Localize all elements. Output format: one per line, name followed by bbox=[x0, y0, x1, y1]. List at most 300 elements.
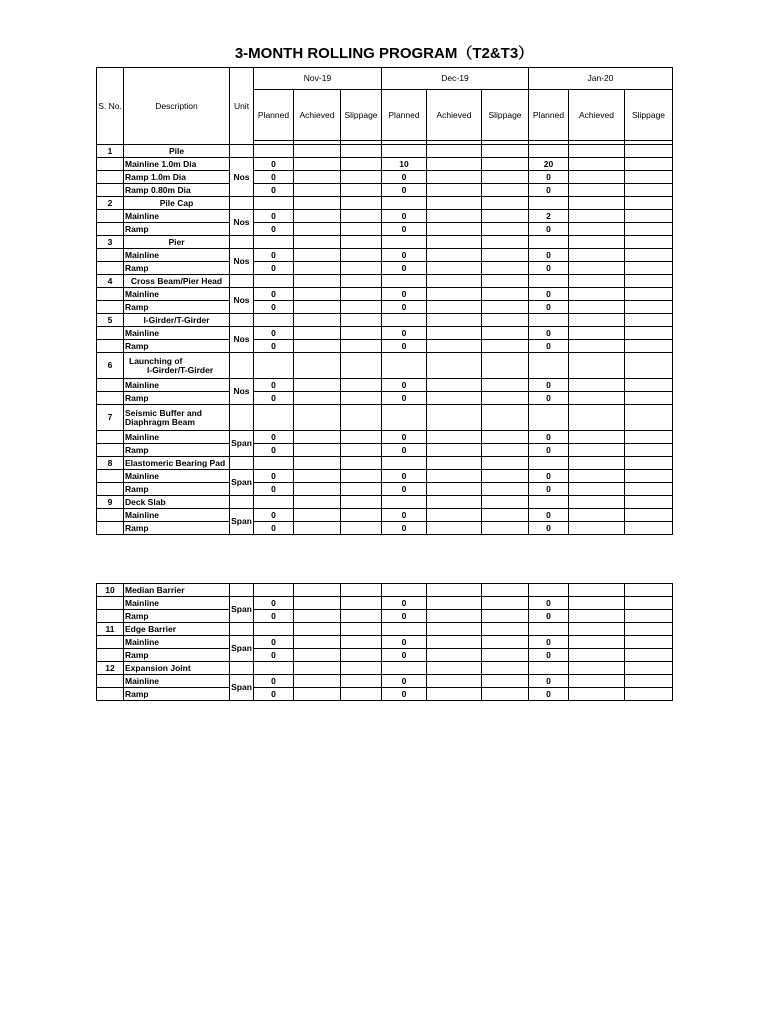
item-description: Ramp bbox=[124, 262, 230, 275]
unit-cell: Span bbox=[230, 431, 254, 457]
group-description: Edge Barrier bbox=[124, 623, 230, 636]
planned-value: 0 bbox=[382, 327, 427, 340]
slippage-cell bbox=[482, 171, 529, 184]
empty-cell bbox=[254, 662, 294, 675]
empty-cell bbox=[230, 197, 254, 210]
planned-value: 0 bbox=[254, 431, 294, 444]
item-description: Mainline bbox=[124, 210, 230, 223]
empty-cell bbox=[230, 405, 254, 431]
planned-value: 0 bbox=[382, 509, 427, 522]
empty-cell bbox=[294, 496, 341, 509]
item-row bbox=[97, 223, 673, 236]
achieved-cell bbox=[427, 210, 482, 223]
empty-cell bbox=[230, 584, 254, 597]
empty-cell bbox=[529, 314, 569, 327]
group-row bbox=[97, 496, 673, 509]
planned-value: 0 bbox=[254, 688, 294, 701]
slippage-cell bbox=[482, 649, 529, 662]
slippage-cell bbox=[341, 483, 382, 496]
empty-cell bbox=[254, 197, 294, 210]
planned-value: 0 bbox=[254, 392, 294, 405]
sno-cell: 9 bbox=[97, 496, 124, 509]
slippage-cell bbox=[625, 210, 673, 223]
group-description: Elastomeric Bearing Pad bbox=[124, 457, 230, 470]
item-description: Ramp 0.80m Dia bbox=[124, 184, 230, 197]
empty-cell bbox=[382, 662, 427, 675]
empty-cell bbox=[382, 314, 427, 327]
empty-cell bbox=[97, 379, 124, 392]
achieved-cell bbox=[294, 688, 341, 701]
empty-cell bbox=[230, 623, 254, 636]
sno-cell: 10 bbox=[97, 584, 124, 597]
achieved-cell bbox=[294, 675, 341, 688]
slippage-cell bbox=[482, 610, 529, 623]
slippage-cell bbox=[482, 301, 529, 314]
achieved-cell bbox=[294, 288, 341, 301]
item-row bbox=[97, 522, 673, 535]
achieved-cell bbox=[294, 210, 341, 223]
item-description: Mainline bbox=[124, 379, 230, 392]
planned-value: 0 bbox=[254, 158, 294, 171]
planned-value: 0 bbox=[529, 483, 569, 496]
empty-cell bbox=[294, 314, 341, 327]
planned-value: 0 bbox=[382, 636, 427, 649]
empty-cell bbox=[341, 496, 382, 509]
group-row bbox=[97, 275, 673, 288]
empty-cell bbox=[294, 405, 341, 431]
item-description: Ramp bbox=[124, 392, 230, 405]
achieved-cell bbox=[427, 522, 482, 535]
planned-value: 0 bbox=[529, 249, 569, 262]
empty-cell bbox=[482, 197, 529, 210]
achieved-cell bbox=[427, 636, 482, 649]
planned-value: 0 bbox=[529, 262, 569, 275]
planned-value: 0 bbox=[382, 522, 427, 535]
achieved-cell bbox=[569, 158, 625, 171]
empty-cell bbox=[254, 496, 294, 509]
slippage-cell bbox=[625, 649, 673, 662]
unit-cell: Nos bbox=[230, 158, 254, 197]
planned-value: 0 bbox=[382, 610, 427, 623]
slippage-cell bbox=[482, 392, 529, 405]
empty-cell bbox=[529, 623, 569, 636]
achieved-cell bbox=[569, 431, 625, 444]
slippage-cell bbox=[341, 649, 382, 662]
achieved-cell bbox=[427, 171, 482, 184]
slippage-cell bbox=[341, 184, 382, 197]
achieved-cell bbox=[294, 262, 341, 275]
item-description: Ramp bbox=[124, 688, 230, 701]
empty-cell bbox=[529, 197, 569, 210]
slippage-cell bbox=[341, 688, 382, 701]
empty-cell bbox=[254, 405, 294, 431]
planned-value: 0 bbox=[382, 210, 427, 223]
planned-value: 2 bbox=[529, 210, 569, 223]
planned-value: 0 bbox=[529, 444, 569, 457]
empty-cell bbox=[230, 236, 254, 249]
slippage-cell bbox=[625, 522, 673, 535]
empty-cell bbox=[341, 353, 382, 379]
item-row bbox=[97, 509, 673, 522]
empty-cell bbox=[341, 145, 382, 158]
slippage-cell bbox=[341, 210, 382, 223]
empty-cell bbox=[97, 509, 124, 522]
description-line: Diaphragm Beam bbox=[125, 416, 195, 427]
empty-cell bbox=[254, 236, 294, 249]
planned-value: 10 bbox=[382, 158, 427, 171]
empty-cell bbox=[341, 623, 382, 636]
empty-cell bbox=[569, 457, 625, 470]
group-description: Pile bbox=[124, 145, 230, 158]
group-row bbox=[97, 145, 673, 158]
slippage-cell bbox=[341, 522, 382, 535]
description-line: I-Girder/T-Girder bbox=[147, 364, 214, 375]
slippage-cell bbox=[482, 444, 529, 457]
planned-value: 0 bbox=[254, 649, 294, 662]
header-unit: Unit bbox=[230, 68, 254, 145]
empty-cell bbox=[482, 584, 529, 597]
empty-cell bbox=[341, 405, 382, 431]
empty-cell bbox=[569, 496, 625, 509]
achieved-cell bbox=[427, 509, 482, 522]
slippage-cell bbox=[482, 483, 529, 496]
slippage-cell bbox=[482, 262, 529, 275]
group-row bbox=[97, 457, 673, 470]
achieved-cell bbox=[569, 509, 625, 522]
item-row bbox=[97, 649, 673, 662]
empty-cell bbox=[569, 662, 625, 675]
header-month: Jan-20 bbox=[529, 68, 673, 90]
empty-cell bbox=[529, 496, 569, 509]
item-description: Ramp 1.0m Dia bbox=[124, 171, 230, 184]
planned-value: 0 bbox=[529, 392, 569, 405]
empty-cell bbox=[294, 353, 341, 379]
achieved-cell bbox=[427, 223, 482, 236]
empty-cell bbox=[569, 145, 625, 158]
slippage-cell bbox=[341, 171, 382, 184]
empty-cell bbox=[625, 623, 673, 636]
unit-cell: Nos bbox=[230, 379, 254, 405]
empty-cell bbox=[382, 623, 427, 636]
slippage-cell bbox=[625, 636, 673, 649]
achieved-cell bbox=[294, 597, 341, 610]
empty-cell bbox=[341, 457, 382, 470]
achieved-cell bbox=[569, 301, 625, 314]
sno-cell: 6 bbox=[97, 353, 124, 379]
item-row bbox=[97, 688, 673, 701]
empty-cell bbox=[294, 662, 341, 675]
item-row bbox=[97, 340, 673, 353]
achieved-cell bbox=[569, 392, 625, 405]
item-description: Mainline bbox=[124, 470, 230, 483]
item-description: Mainline bbox=[124, 431, 230, 444]
group-description: Median Barrier bbox=[124, 584, 230, 597]
item-description: Ramp bbox=[124, 340, 230, 353]
slippage-cell bbox=[341, 610, 382, 623]
empty-cell bbox=[341, 314, 382, 327]
empty-cell bbox=[482, 353, 529, 379]
slippage-cell bbox=[482, 249, 529, 262]
empty-cell bbox=[341, 236, 382, 249]
slippage-cell bbox=[482, 636, 529, 649]
empty-cell bbox=[382, 405, 427, 431]
empty-cell bbox=[294, 145, 341, 158]
slippage-cell bbox=[625, 483, 673, 496]
empty-cell bbox=[294, 275, 341, 288]
empty-cell bbox=[482, 145, 529, 158]
header-planned: Planned bbox=[254, 90, 294, 141]
group-row bbox=[97, 236, 673, 249]
header-planned: Planned bbox=[529, 90, 569, 141]
item-row bbox=[97, 392, 673, 405]
empty-cell bbox=[427, 145, 482, 158]
slippage-cell bbox=[625, 597, 673, 610]
empty-cell bbox=[482, 314, 529, 327]
empty-cell bbox=[427, 236, 482, 249]
empty-cell bbox=[625, 314, 673, 327]
slippage-cell bbox=[341, 675, 382, 688]
slippage-cell bbox=[625, 327, 673, 340]
planned-value: 0 bbox=[254, 327, 294, 340]
unit-cell: Span bbox=[230, 470, 254, 496]
sno-cell: 11 bbox=[97, 623, 124, 636]
achieved-cell bbox=[427, 470, 482, 483]
achieved-cell bbox=[294, 223, 341, 236]
empty-cell bbox=[97, 301, 124, 314]
empty-cell bbox=[294, 236, 341, 249]
achieved-cell bbox=[569, 597, 625, 610]
slippage-cell bbox=[482, 597, 529, 610]
item-description: Mainline bbox=[124, 327, 230, 340]
empty-cell bbox=[97, 431, 124, 444]
slippage-cell bbox=[341, 340, 382, 353]
empty-cell bbox=[97, 249, 124, 262]
empty-cell bbox=[569, 584, 625, 597]
slippage-cell bbox=[625, 688, 673, 701]
empty-cell bbox=[427, 405, 482, 431]
empty-cell bbox=[482, 236, 529, 249]
achieved-cell bbox=[294, 340, 341, 353]
planned-value: 0 bbox=[382, 288, 427, 301]
achieved-cell bbox=[294, 509, 341, 522]
item-row bbox=[97, 610, 673, 623]
slippage-cell bbox=[482, 522, 529, 535]
empty-cell bbox=[254, 353, 294, 379]
planned-value: 0 bbox=[254, 249, 294, 262]
empty-cell bbox=[294, 457, 341, 470]
empty-cell bbox=[482, 496, 529, 509]
empty-cell bbox=[294, 623, 341, 636]
achieved-cell bbox=[294, 158, 341, 171]
group-description: Expansion Joint bbox=[124, 662, 230, 675]
planned-value: 0 bbox=[529, 379, 569, 392]
planned-value: 0 bbox=[382, 688, 427, 701]
achieved-cell bbox=[569, 249, 625, 262]
planned-value: 0 bbox=[529, 288, 569, 301]
unit-cell: Span bbox=[230, 636, 254, 662]
item-row bbox=[97, 483, 673, 496]
item-row bbox=[97, 470, 673, 483]
slippage-cell bbox=[482, 288, 529, 301]
slippage-cell bbox=[625, 470, 673, 483]
slippage-cell bbox=[482, 210, 529, 223]
achieved-cell bbox=[569, 184, 625, 197]
slippage-cell bbox=[625, 158, 673, 171]
achieved-cell bbox=[294, 184, 341, 197]
empty-cell bbox=[625, 662, 673, 675]
item-row bbox=[97, 444, 673, 457]
achieved-cell bbox=[294, 636, 341, 649]
empty-cell bbox=[427, 623, 482, 636]
slippage-cell bbox=[482, 327, 529, 340]
slippage-cell bbox=[341, 262, 382, 275]
achieved-cell bbox=[427, 301, 482, 314]
empty-cell bbox=[482, 623, 529, 636]
planned-value: 0 bbox=[529, 301, 569, 314]
planned-value: 0 bbox=[254, 171, 294, 184]
item-row bbox=[97, 675, 673, 688]
empty-cell bbox=[97, 184, 124, 197]
slippage-cell bbox=[341, 636, 382, 649]
slippage-cell bbox=[625, 610, 673, 623]
empty-cell bbox=[569, 623, 625, 636]
empty-cell bbox=[97, 262, 124, 275]
unit-cell: Nos bbox=[230, 249, 254, 275]
slippage-cell bbox=[341, 288, 382, 301]
empty-cell bbox=[97, 223, 124, 236]
achieved-cell bbox=[569, 688, 625, 701]
empty-cell bbox=[482, 405, 529, 431]
item-description: Ramp bbox=[124, 610, 230, 623]
item-description: Ramp bbox=[124, 649, 230, 662]
planned-value: 0 bbox=[382, 262, 427, 275]
planned-value: 0 bbox=[254, 340, 294, 353]
slippage-cell bbox=[341, 392, 382, 405]
empty-cell bbox=[341, 197, 382, 210]
achieved-cell bbox=[569, 675, 625, 688]
planned-value: 0 bbox=[529, 431, 569, 444]
empty-cell bbox=[427, 662, 482, 675]
achieved-cell bbox=[569, 210, 625, 223]
slippage-cell bbox=[482, 431, 529, 444]
achieved-cell bbox=[569, 649, 625, 662]
achieved-cell bbox=[569, 483, 625, 496]
empty-cell bbox=[230, 275, 254, 288]
achieved-cell bbox=[427, 249, 482, 262]
empty-cell bbox=[625, 405, 673, 431]
empty-cell bbox=[97, 522, 124, 535]
achieved-cell bbox=[427, 327, 482, 340]
item-row bbox=[97, 431, 673, 444]
planned-value: 0 bbox=[382, 597, 427, 610]
planned-value: 0 bbox=[382, 249, 427, 262]
empty-cell bbox=[529, 353, 569, 379]
header-planned: Planned bbox=[382, 90, 427, 141]
item-row bbox=[97, 210, 673, 223]
planned-value: 0 bbox=[382, 483, 427, 496]
planned-value: 0 bbox=[529, 223, 569, 236]
achieved-cell bbox=[427, 158, 482, 171]
sno-cell: 4 bbox=[97, 275, 124, 288]
item-row bbox=[97, 301, 673, 314]
empty-cell bbox=[230, 353, 254, 379]
empty-cell bbox=[529, 662, 569, 675]
empty-cell bbox=[97, 597, 124, 610]
planned-value: 0 bbox=[254, 223, 294, 236]
planned-value: 0 bbox=[254, 288, 294, 301]
planned-value: 0 bbox=[254, 210, 294, 223]
group-description: Pier bbox=[124, 236, 230, 249]
planned-value: 0 bbox=[529, 610, 569, 623]
planned-value: 0 bbox=[382, 444, 427, 457]
slippage-cell bbox=[625, 392, 673, 405]
slippage-cell bbox=[482, 184, 529, 197]
group-description bbox=[124, 405, 230, 431]
empty-cell bbox=[97, 636, 124, 649]
slippage-cell bbox=[341, 509, 382, 522]
slippage-cell bbox=[625, 379, 673, 392]
empty-cell bbox=[625, 236, 673, 249]
achieved-cell bbox=[427, 392, 482, 405]
empty-cell bbox=[230, 314, 254, 327]
empty-cell bbox=[625, 584, 673, 597]
empty-cell bbox=[569, 353, 625, 379]
empty-cell bbox=[254, 584, 294, 597]
planned-value: 0 bbox=[382, 379, 427, 392]
item-row bbox=[97, 636, 673, 649]
empty-cell bbox=[427, 457, 482, 470]
empty-cell bbox=[427, 275, 482, 288]
item-description: Mainline bbox=[124, 288, 230, 301]
slippage-cell bbox=[625, 509, 673, 522]
planned-value: 0 bbox=[529, 649, 569, 662]
achieved-cell bbox=[427, 610, 482, 623]
item-description: Mainline bbox=[124, 597, 230, 610]
achieved-cell bbox=[569, 262, 625, 275]
group-row bbox=[97, 353, 673, 379]
planned-value: 0 bbox=[382, 675, 427, 688]
achieved-cell bbox=[294, 327, 341, 340]
slippage-cell bbox=[625, 301, 673, 314]
item-row bbox=[97, 184, 673, 197]
achieved-cell bbox=[569, 340, 625, 353]
group-description: Pile Cap bbox=[124, 197, 230, 210]
planned-value: 0 bbox=[529, 184, 569, 197]
achieved-cell bbox=[294, 431, 341, 444]
empty-cell bbox=[97, 649, 124, 662]
empty-cell bbox=[97, 158, 124, 171]
empty-cell bbox=[97, 171, 124, 184]
planned-value: 0 bbox=[382, 301, 427, 314]
sno-cell: 12 bbox=[97, 662, 124, 675]
achieved-cell bbox=[569, 470, 625, 483]
item-row bbox=[97, 249, 673, 262]
empty-cell bbox=[254, 314, 294, 327]
description-line: Seismic Buffer and bbox=[125, 407, 202, 418]
planned-value: 0 bbox=[529, 675, 569, 688]
planned-value: 0 bbox=[529, 522, 569, 535]
empty-cell bbox=[427, 584, 482, 597]
achieved-cell bbox=[569, 327, 625, 340]
slippage-cell bbox=[625, 444, 673, 457]
slippage-cell bbox=[482, 688, 529, 701]
empty-cell bbox=[625, 145, 673, 158]
empty-cell bbox=[382, 584, 427, 597]
empty-cell bbox=[569, 405, 625, 431]
unit-cell: Span bbox=[230, 675, 254, 701]
group-description bbox=[124, 353, 230, 379]
slippage-cell bbox=[625, 184, 673, 197]
